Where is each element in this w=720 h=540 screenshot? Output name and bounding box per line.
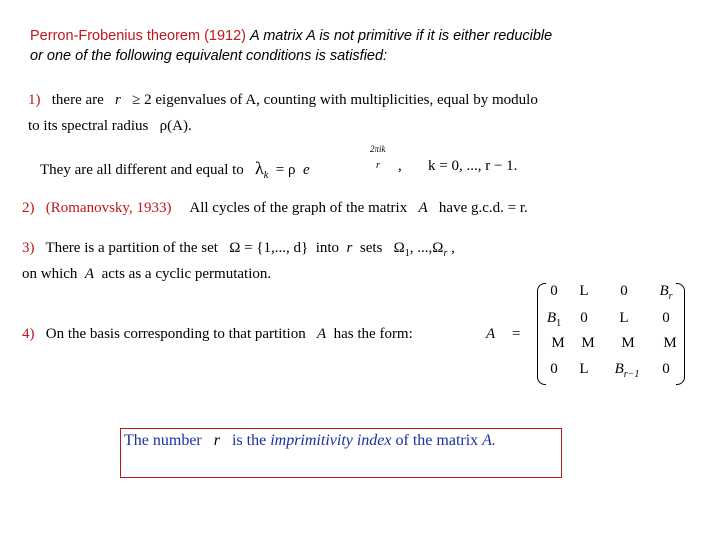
m-r2-c2: 0 [580, 310, 588, 326]
m-r4-c3-B: B [614, 361, 624, 377]
item-3-line-1 [22, 240, 455, 257]
item-3-sets: sets [359, 240, 383, 256]
theorem-title [30, 28, 552, 44]
exponent-denominator: r [376, 160, 380, 171]
m-r2-c3: L [619, 310, 629, 326]
m-r2-c1 [539, 310, 569, 327]
m-r4-c1: 0 [550, 361, 558, 377]
item-1-r: r [115, 92, 121, 108]
item-3-end-comma: , [451, 240, 455, 256]
theorem-statement-line2: or one of the following equivalent conditions is satisfied: [30, 48, 388, 64]
equals-rho: = ρ [275, 162, 296, 178]
item-1-line-2 [28, 118, 192, 135]
item-1-line-3 [40, 158, 310, 179]
item-2-A: A [418, 200, 428, 216]
m-r1-c1: 0 [550, 283, 558, 299]
m-r4-c3-sub: r−1 [623, 369, 640, 380]
m-r1-c4 [651, 283, 681, 300]
item-1-spectral-text: to its spectral radius [28, 118, 149, 134]
item-3-text: There is a partition of the set [45, 240, 218, 256]
omega-sub-r: r [443, 248, 448, 259]
item-3-omega-mid: , ...,Ω [409, 240, 444, 256]
item-3-omega-set: Ω = {1,..., d} [229, 240, 309, 256]
m-r3-c1: M [551, 335, 565, 351]
m-r4-c3 [607, 361, 647, 378]
m-r2-c1-B: B [546, 310, 557, 326]
item-3-A: A [84, 266, 95, 282]
conclusion-post: of the matrix [395, 432, 479, 449]
item-1-comma: , [398, 158, 402, 174]
m-r2-c4: 0 [662, 310, 670, 326]
item-4-line [22, 326, 413, 343]
item-1-number: 1) [28, 92, 41, 108]
omega-sub-1: 1 [404, 248, 410, 259]
item-1-text: there are [51, 92, 104, 108]
m-r1-c4-sub: r [668, 291, 673, 302]
conclusion-r: r [213, 432, 220, 449]
item-3-into: into [315, 240, 340, 256]
item-2-number: 2) [22, 200, 35, 216]
item-3-on-which: on which [22, 266, 78, 282]
m-r4-c4: 0 [662, 361, 670, 377]
item-1-rho: ρ(A). [159, 118, 192, 134]
theorem-name: Perron-Frobenius theorem (1912) [30, 28, 246, 44]
item-1-equal-text: They are all different and equal to [40, 162, 244, 178]
item-2-line [22, 200, 528, 217]
matrix-lhs-A: A [486, 326, 496, 342]
m-r4-c2: L [579, 361, 589, 377]
m-r1-c3: 0 [620, 283, 628, 299]
m-r2-c1-sub: 1 [556, 318, 562, 329]
item-2-reference: (Romanovsky, 1933) [45, 200, 172, 216]
conclusion-text [124, 432, 496, 450]
item-3-number: 3) [22, 240, 35, 256]
matrix-equals: = [512, 326, 521, 342]
item-3-line-2 [22, 266, 271, 283]
item-2-text: All cycles of the graph of the matrix [189, 200, 408, 216]
m-r1-c2: L [579, 283, 589, 299]
item-1-line-1 [28, 92, 538, 109]
m-r3-c2: M [581, 335, 595, 351]
m-r3-c4: M [663, 335, 677, 351]
m-r1-c4-B: B [659, 283, 669, 299]
item-3-omega-1: Ω [393, 240, 405, 256]
conclusion-A: A. [482, 432, 496, 449]
item-2-gcd: have g.c.d. = r. [438, 200, 528, 216]
lambda-symbol: λ [255, 158, 264, 178]
exp-e: e [302, 162, 310, 178]
item-3-cyclic: acts as a cyclic permutation. [101, 266, 272, 282]
item-4-form: has the form: [333, 326, 413, 342]
item-4-number: 4) [22, 326, 35, 342]
block-cyclic-matrix [537, 283, 685, 387]
item-1-text-2: ≥ 2 eigenvalues of A, counting with multiplicities, equal by modulo [132, 92, 538, 108]
item-1-k-range: k = 0, ..., r − 1. [428, 158, 518, 174]
exponent-numerator: 2πik [370, 144, 386, 154]
m-r3-c3: M [621, 335, 635, 351]
conclusion-term: imprimitivity index [270, 432, 392, 449]
conclusion-pre: The number [124, 432, 202, 449]
theorem-statement-line1: A matrix A is not primitive if it is either reducible [250, 28, 553, 44]
item-4-text: On the basis corresponding to that partition [45, 326, 306, 342]
lambda-sub: k [263, 170, 269, 181]
conclusion-mid: is the [231, 432, 267, 449]
item-3-r: r [346, 240, 353, 256]
item-4-A: A [316, 326, 327, 342]
